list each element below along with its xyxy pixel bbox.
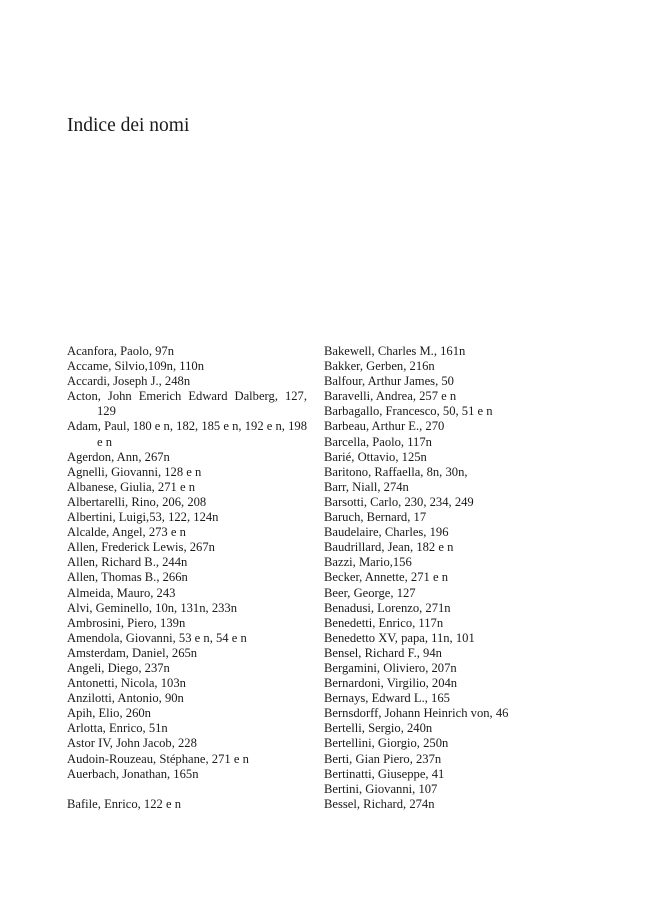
index-entry: Amendola, Giovanni, 53 e n, 54 e n xyxy=(67,630,247,645)
index-entry: Barsotti, Carlo, 230, 234, 249 xyxy=(324,494,474,509)
index-entry: Bessel, Richard, 274n xyxy=(324,796,435,811)
index-entry: Angeli, Diego, 237n xyxy=(67,660,170,675)
index-entry: Acton, John Emerich Edward Dalberg, 127, 129 xyxy=(67,389,307,419)
index-entry: Bernardoni, Virgilio, 204n xyxy=(324,676,458,691)
index-entry: Benadusi, Lorenzo, 271n xyxy=(324,600,451,615)
index-entry: Bertelli, Sergio, 240n xyxy=(324,721,433,736)
index-entry: Barié, Ottavio, 125n xyxy=(324,449,427,464)
index-entry: Albanese, Giulia, 271 e n xyxy=(67,479,196,494)
index-entry: Agnelli, Giovanni, 128 e n xyxy=(67,464,202,479)
index-entry: Ambrosini, Piero, 139n xyxy=(67,615,186,630)
index-entry: Accame, Silvio,109n, 110n xyxy=(67,359,204,374)
index-entry: Accardi, Joseph J., 248n xyxy=(67,374,191,389)
index-entry: Bertellini, Giorgio, 250n xyxy=(324,736,449,751)
index-entry: Alcalde, Angel, 273 e n xyxy=(67,525,186,540)
index-entry: Apih, Elio, 260n xyxy=(67,706,151,721)
index-entry: Acanfora, Paolo, 97n xyxy=(67,344,175,358)
index-entry: Bazzi, Mario,156 xyxy=(324,555,412,570)
index-entry: Agerdon, Ann, 267n xyxy=(67,449,170,464)
index-entry: Barr, Niall, 274n xyxy=(324,479,409,494)
index-entry: Bafile, Enrico, 122 e n xyxy=(67,796,182,811)
index-column-right xyxy=(324,344,624,812)
index-entry: Barbagallo, Francesco, 50, 51 e n xyxy=(324,404,493,419)
index-entry: Bertinatti, Giuseppe, 41 xyxy=(324,766,445,781)
index-entry: Amsterdam, Daniel, 265n xyxy=(67,645,198,660)
index-entry: Almeida, Mauro, 243 xyxy=(67,585,176,600)
index-entry: Adam, Paul, 180 e n, 182, 185 e n, 192 e n, 198 e n xyxy=(67,419,307,449)
index-entry: Benedetti, Enrico, 117n xyxy=(324,615,444,630)
page-title: Indice dei nomi xyxy=(67,115,190,136)
index-entry: Albertini, Luigi,53, 122, 124n xyxy=(67,510,219,525)
index-entry: Baudrillard, Jean, 182 e n xyxy=(324,540,454,555)
index-entry: Auerbach, Jonathan, 165n xyxy=(67,766,199,781)
index-entry: Bakker, Gerben, 216n xyxy=(324,359,435,374)
index-entry: Balfour, Arthur James, 50 xyxy=(324,374,454,389)
index-entry: Bernays, Edward L., 165 xyxy=(324,691,450,706)
index-entry: Baravelli, Andrea, 257 e n xyxy=(324,389,457,404)
index-entry: Arlotta, Enrico, 51n xyxy=(67,721,168,736)
index-entry: Allen, Richard B., 244n xyxy=(67,555,188,570)
index-entry: Astor IV, John Jacob, 228 xyxy=(67,736,197,751)
index-entry: Antonetti, Nicola, 103n xyxy=(67,676,186,691)
index-entry: Bergamini, Oliviero, 207n xyxy=(324,660,457,675)
index-entry: Bakewell, Charles M., 161n xyxy=(324,344,466,358)
index-entry: Barcella, Paolo, 117n xyxy=(324,434,432,449)
index-entry: Beer, George, 127 xyxy=(324,585,416,600)
index-entry: Anzilotti, Antonio, 90n xyxy=(67,691,184,706)
index-entry: Allen, Frederick Lewis, 267n xyxy=(67,540,215,555)
index-entry: Bertini, Giovanni, 107 xyxy=(324,781,438,796)
index-entry: Baruch, Bernard, 17 xyxy=(324,510,427,525)
index-entry: Bernsdorff, Johann Heinrich von, 46 xyxy=(324,706,509,721)
index-entry: Albertarelli, Rino, 206, 208 xyxy=(67,494,207,509)
index-entry: Audoin-Rouzeau, Stéphane, 271 e n xyxy=(67,751,249,766)
index-entry: Baudelaire, Charles, 196 xyxy=(324,525,449,540)
index-entry: Allen, Thomas B., 266n xyxy=(67,570,188,585)
index-entry: Becker, Annette, 271 e n xyxy=(324,570,448,585)
index-entry: Baritono, Raffaella, 8n, 30n, xyxy=(324,464,468,479)
index-entry: Benedetto XV, papa, 11n, 101 xyxy=(324,630,475,645)
letter-gap xyxy=(67,782,307,797)
index-entry: Berti, Gian Piero, 237n xyxy=(324,751,442,766)
index-entry: Alvi, Geminello, 10n, 131n, 233n xyxy=(67,600,238,615)
index-entry: Barbeau, Arthur E., 270 xyxy=(324,419,445,434)
index-column-left xyxy=(67,344,307,812)
index-entry: Bensel, Richard F., 94n xyxy=(324,645,442,660)
